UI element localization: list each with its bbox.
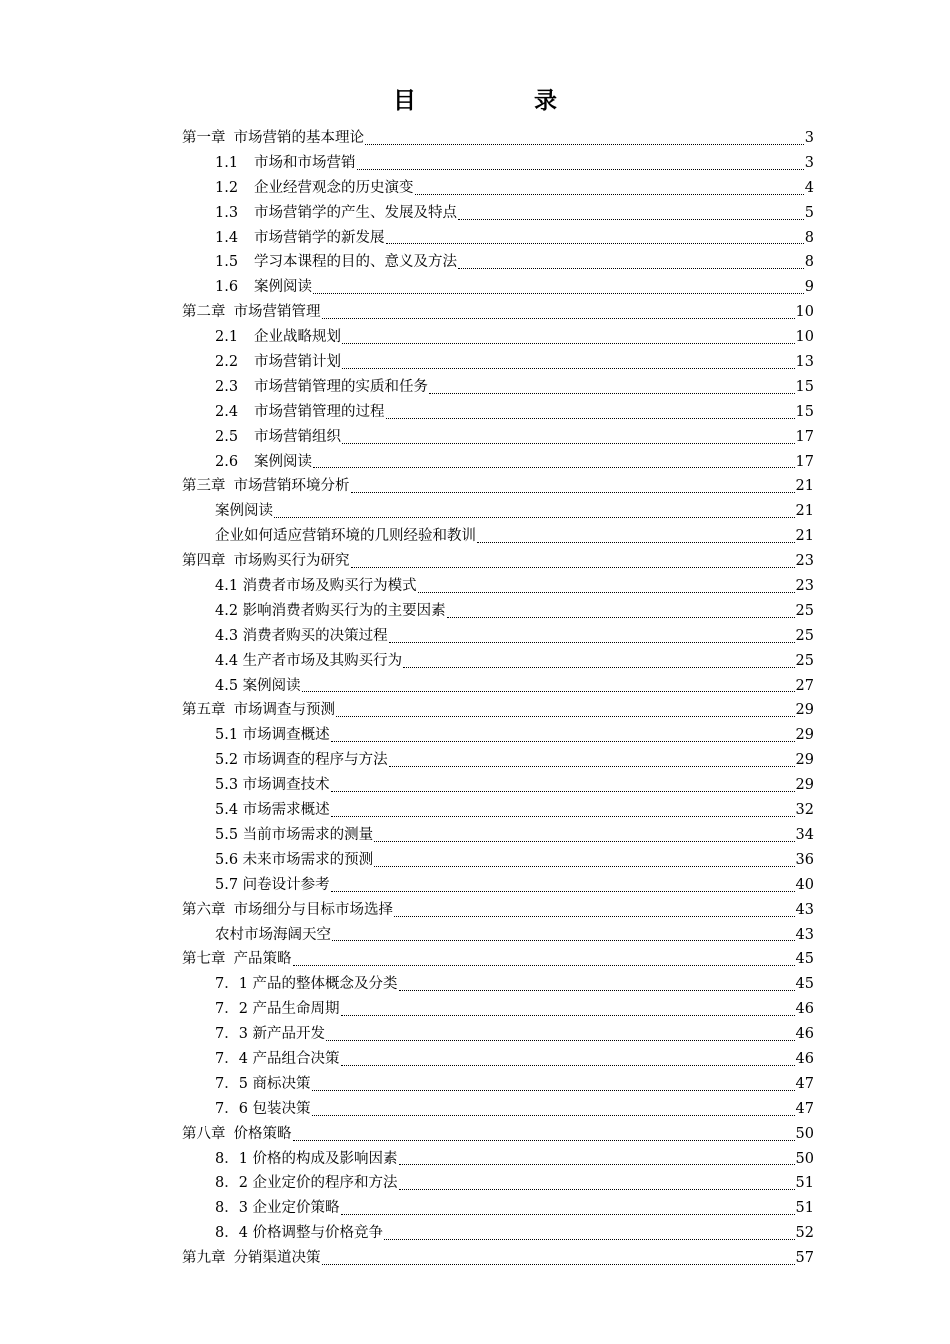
toc-entry[interactable] <box>182 1022 814 1047</box>
dot-leader <box>365 143 804 145</box>
toc-entry-page-number: 45 <box>795 951 814 968</box>
dot-leader <box>447 616 795 618</box>
toc-entry[interactable] <box>182 798 814 823</box>
toc-entry-number: 第一章 <box>182 130 226 146</box>
toc-entry-page-number: 8 <box>804 254 814 271</box>
toc-entry-page-number: 29 <box>795 777 814 794</box>
dot-leader <box>331 815 795 817</box>
toc-entry-label: 案例阅读 <box>215 503 273 520</box>
toc-entry-label: 8．3 企业定价策略 <box>215 1200 340 1217</box>
toc-entry-label: 7．4 产品组合决策 <box>215 1050 340 1067</box>
toc-entry[interactable] <box>182 624 814 649</box>
toc-entry-label: 分销渠道决策 <box>233 1250 321 1267</box>
table-of-contents <box>182 126 814 1271</box>
toc-entry[interactable] <box>182 300 814 325</box>
dot-leader <box>341 1213 795 1215</box>
toc-entry-number: 1.5 <box>215 254 239 271</box>
toc-entry-page-number: 29 <box>795 702 814 719</box>
toc-entry-label: 5.5 当前市场需求的测量 <box>215 826 374 843</box>
dot-leader <box>313 466 795 468</box>
toc-entry-label: 5.7 问卷设计参考 <box>215 876 330 893</box>
toc-entry-label: 企业战略规划 <box>254 329 341 346</box>
toc-entry[interactable] <box>182 1221 814 1246</box>
page-title <box>0 88 950 114</box>
toc-entry-label: 市场营销组织 <box>254 428 341 445</box>
dot-leader <box>386 417 795 419</box>
toc-entry-page-number: 13 <box>795 354 814 371</box>
dot-leader <box>458 267 804 269</box>
toc-entry[interactable] <box>182 773 814 798</box>
dot-leader <box>342 442 795 444</box>
dot-leader <box>331 740 795 742</box>
toc-entry-number: 1.1 <box>215 154 239 171</box>
toc-entry-label: 案例阅读 <box>254 453 312 470</box>
toc-entry-number: 第四章 <box>182 553 226 570</box>
toc-entry-page-number: 15 <box>795 378 814 395</box>
toc-entry-page-number: 40 <box>795 876 814 893</box>
toc-entry[interactable] <box>182 1122 814 1147</box>
toc-entry-page-number: 51 <box>795 1200 814 1217</box>
toc-entry-page-number: 5 <box>804 204 814 221</box>
toc-entry[interactable] <box>182 1072 814 1097</box>
toc-entry-label: 5.2 市场调查的程序与方法 <box>215 752 388 769</box>
toc-entry-page-number: 47 <box>795 1100 814 1117</box>
dot-leader <box>313 292 804 294</box>
dot-leader <box>293 964 795 966</box>
toc-entry-label: 7．2 产品生命周期 <box>215 1001 340 1018</box>
title-char-2: 录 <box>534 88 557 114</box>
toc-entry-page-number: 46 <box>795 1001 814 1018</box>
dot-leader <box>399 989 795 991</box>
dot-leader <box>322 317 795 319</box>
toc-entry[interactable] <box>182 698 814 723</box>
toc-entry-number: 1.6 <box>215 279 239 296</box>
toc-entry-label: 4.3 消费者购买的决策过程 <box>215 627 388 644</box>
dot-leader <box>389 765 795 767</box>
toc-entry-label: 5.6 未来市场需求的预测 <box>215 851 374 868</box>
toc-entry-page-number: 43 <box>795 901 814 918</box>
dot-leader <box>477 541 795 543</box>
toc-entry[interactable] <box>182 972 814 997</box>
dot-leader <box>374 840 794 842</box>
toc-entry-number: 第二章 <box>182 304 226 321</box>
toc-entry-page-number: 45 <box>795 976 814 993</box>
toc-entry-label: 5.1 市场调查概述 <box>215 727 330 744</box>
toc-entry-page-number: 36 <box>795 851 814 868</box>
toc-entry[interactable] <box>182 151 814 176</box>
toc-entry-page-number: 34 <box>795 826 814 843</box>
toc-entry-page-number: 3 <box>804 130 814 146</box>
dot-leader <box>394 915 795 917</box>
toc-entry-number: 第七章 <box>182 951 226 968</box>
toc-entry-page-number: 8 <box>804 229 814 246</box>
toc-entry-label: 企业如何适应营销环境的几则经验和教训 <box>215 528 476 545</box>
toc-entry-page-number: 50 <box>795 1150 814 1167</box>
toc-entry[interactable] <box>182 674 814 699</box>
toc-entry-label: 5.4 市场需求概述 <box>215 802 330 819</box>
dot-leader <box>415 193 804 195</box>
toc-entry[interactable] <box>182 450 814 475</box>
toc-entry-label: 市场调查与预测 <box>233 702 335 719</box>
toc-entry[interactable] <box>182 275 814 300</box>
toc-entry-label: 7．3 新产品开发 <box>215 1026 326 1043</box>
toc-entry-number: 2.2 <box>215 354 239 371</box>
toc-entry-label: 8．2 企业定价的程序和方法 <box>215 1175 398 1192</box>
toc-entry[interactable] <box>182 250 814 275</box>
toc-entry-page-number: 10 <box>795 329 814 346</box>
title-char-1: 目 <box>393 88 416 114</box>
dot-leader <box>312 1089 795 1091</box>
dot-leader <box>342 342 795 344</box>
toc-entry-page-number: 15 <box>795 403 814 420</box>
toc-entry[interactable] <box>182 126 814 151</box>
toc-entry-label: 市场营销管理的过程 <box>254 403 385 420</box>
toc-entry-label: 市场细分与目标市场选择 <box>233 901 393 918</box>
toc-entry-page-number: 9 <box>804 279 814 296</box>
dot-leader <box>331 790 795 792</box>
toc-entry[interactable] <box>182 350 814 375</box>
toc-entry-number: 第三章 <box>182 478 226 495</box>
toc-entry[interactable] <box>182 574 814 599</box>
toc-entry-label: 4.5 案例阅读 <box>215 677 301 694</box>
toc-entry[interactable] <box>182 1196 814 1221</box>
toc-entry-number: 1.3 <box>215 204 239 221</box>
dot-leader <box>302 690 795 692</box>
toc-entry[interactable] <box>182 201 814 226</box>
dot-leader <box>374 865 794 867</box>
toc-entry-number: 1.4 <box>215 229 239 246</box>
dot-leader <box>399 1188 795 1190</box>
dot-leader <box>458 218 804 220</box>
dot-leader <box>332 939 795 941</box>
dot-leader <box>386 242 804 244</box>
toc-entry-label: 市场营销管理的实质和任务 <box>254 378 428 395</box>
toc-entry-label: 市场和市场营销 <box>254 154 356 171</box>
toc-entry-page-number: 23 <box>795 553 814 570</box>
dot-leader <box>326 1039 794 1041</box>
toc-entry-page-number: 46 <box>795 1026 814 1043</box>
dot-leader <box>322 1263 795 1265</box>
dot-leader <box>351 566 795 568</box>
toc-entry-number: 2.1 <box>215 329 239 346</box>
toc-entry-page-number: 4 <box>804 179 814 196</box>
dot-leader <box>403 666 794 668</box>
toc-entry[interactable] <box>182 474 814 499</box>
dot-leader <box>418 591 795 593</box>
dot-leader <box>274 516 795 518</box>
toc-entry[interactable] <box>182 176 814 201</box>
dot-leader <box>293 1139 795 1141</box>
toc-entry-page-number: 25 <box>795 652 814 669</box>
toc-entry-number: 第八章 <box>182 1125 226 1142</box>
toc-entry[interactable] <box>182 997 814 1022</box>
dot-leader <box>341 1014 795 1016</box>
toc-entry[interactable] <box>182 947 814 972</box>
toc-entry[interactable] <box>182 1171 814 1196</box>
dot-leader <box>336 715 795 717</box>
toc-entry-page-number: 17 <box>795 453 814 470</box>
toc-entry-label: 企业经营观念的历史演变 <box>254 179 414 196</box>
toc-entry[interactable] <box>182 524 814 549</box>
toc-entry-label: 市场营销学的新发展 <box>254 229 385 246</box>
toc-entry[interactable] <box>182 400 814 425</box>
toc-entry-page-number: 25 <box>795 627 814 644</box>
toc-entry[interactable] <box>182 549 814 574</box>
toc-entry-label: 4.4 生产者市场及其购买行为 <box>215 652 403 669</box>
toc-entry[interactable] <box>182 923 814 948</box>
toc-entry-label: 市场营销学的产生、发展及特点 <box>254 204 457 221</box>
toc-entry[interactable] <box>182 823 814 848</box>
toc-entry[interactable] <box>182 226 814 251</box>
toc-entry-page-number: 3 <box>804 154 814 171</box>
toc-entry-page-number: 27 <box>795 677 814 694</box>
dot-leader <box>384 1238 794 1240</box>
toc-entry-label: 产品策略 <box>233 951 292 968</box>
toc-entry[interactable] <box>182 1097 814 1122</box>
toc-entry-number: 2.3 <box>215 378 239 395</box>
toc-entry-label: 7．1 产品的整体概念及分类 <box>215 976 398 993</box>
toc-entry[interactable] <box>182 375 814 400</box>
toc-entry-label: 5.3 市场调查技术 <box>215 777 330 794</box>
toc-entry-page-number: 47 <box>795 1075 814 1092</box>
toc-entry-page-number: 32 <box>795 802 814 819</box>
toc-entry[interactable] <box>182 898 814 923</box>
toc-entry-page-number: 29 <box>795 727 814 744</box>
toc-entry-label: 市场购买行为研究 <box>233 553 350 570</box>
toc-entry[interactable] <box>182 1147 814 1172</box>
toc-entry[interactable] <box>182 499 814 524</box>
toc-entry-label: 7．6 包装决策 <box>215 1100 311 1117</box>
toc-entry[interactable] <box>182 1246 814 1271</box>
toc-entry-page-number: 46 <box>795 1050 814 1067</box>
toc-entry-number: 2.5 <box>215 428 239 445</box>
toc-entry[interactable] <box>182 1047 814 1072</box>
toc-entry-number: 2.6 <box>215 453 239 470</box>
dot-leader <box>331 890 795 892</box>
toc-entry-page-number: 50 <box>795 1125 814 1142</box>
dot-leader <box>351 491 795 493</box>
dot-leader <box>389 641 795 643</box>
toc-entry-number: 第六章 <box>182 901 226 918</box>
toc-entry[interactable] <box>182 325 814 350</box>
toc-entry-label: 7．5 商标决策 <box>215 1075 311 1092</box>
toc-entry[interactable] <box>182 848 814 873</box>
toc-entry-page-number: 43 <box>795 926 814 943</box>
toc-entry-label: 4.2 影响消费者购买行为的主要因素 <box>215 602 446 619</box>
toc-entry-page-number: 29 <box>795 752 814 769</box>
toc-entry-number: 2.4 <box>215 403 239 420</box>
toc-entry-page-number: 23 <box>795 578 814 595</box>
toc-entry[interactable] <box>182 599 814 624</box>
toc-entry-page-number: 21 <box>795 528 814 545</box>
toc-entry-label: 市场营销环境分析 <box>233 478 350 495</box>
toc-entry-page-number: 10 <box>795 304 814 321</box>
toc-entry-label: 价格策略 <box>233 1125 292 1142</box>
toc-entry-label: 市场营销计划 <box>254 354 341 371</box>
toc-entry-page-number: 21 <box>795 503 814 520</box>
toc-entry[interactable] <box>182 873 814 898</box>
dot-leader <box>341 1064 795 1066</box>
toc-entry-page-number: 21 <box>795 478 814 495</box>
toc-entry-page-number: 57 <box>795 1250 814 1267</box>
dot-leader <box>312 1114 795 1116</box>
toc-entry-label: 学习本课程的目的、意义及方法 <box>254 254 457 271</box>
toc-entry-label: 4.1 消费者市场及购买行为模式 <box>215 578 417 595</box>
toc-entry-label: 案例阅读 <box>254 279 312 296</box>
toc-entry-number: 第五章 <box>182 702 226 719</box>
toc-entry[interactable] <box>182 425 814 450</box>
dot-leader <box>429 392 795 394</box>
dot-leader <box>357 168 804 170</box>
dot-leader <box>399 1163 795 1165</box>
toc-entry-page-number: 52 <box>795 1225 814 1242</box>
toc-entry-number: 第九章 <box>182 1250 226 1267</box>
dot-leader <box>342 367 795 369</box>
toc-entry-label: 8．4 价格调整与价格竞争 <box>215 1225 384 1242</box>
toc-entry-number: 1.2 <box>215 179 239 196</box>
toc-entry-page-number: 51 <box>795 1175 814 1192</box>
toc-entry-page-number: 25 <box>795 602 814 619</box>
toc-entry-label: 市场营销的基本理论 <box>233 130 364 146</box>
toc-entry-page-number: 17 <box>795 428 814 445</box>
toc-entry[interactable] <box>182 649 814 674</box>
toc-entry-label: 农村市场海阔天空 <box>215 926 331 943</box>
toc-entry[interactable] <box>182 748 814 773</box>
toc-entry-label: 市场营销管理 <box>233 304 321 321</box>
toc-entry[interactable] <box>182 723 814 748</box>
toc-entry-label: 8．1 价格的构成及影响因素 <box>215 1150 398 1167</box>
